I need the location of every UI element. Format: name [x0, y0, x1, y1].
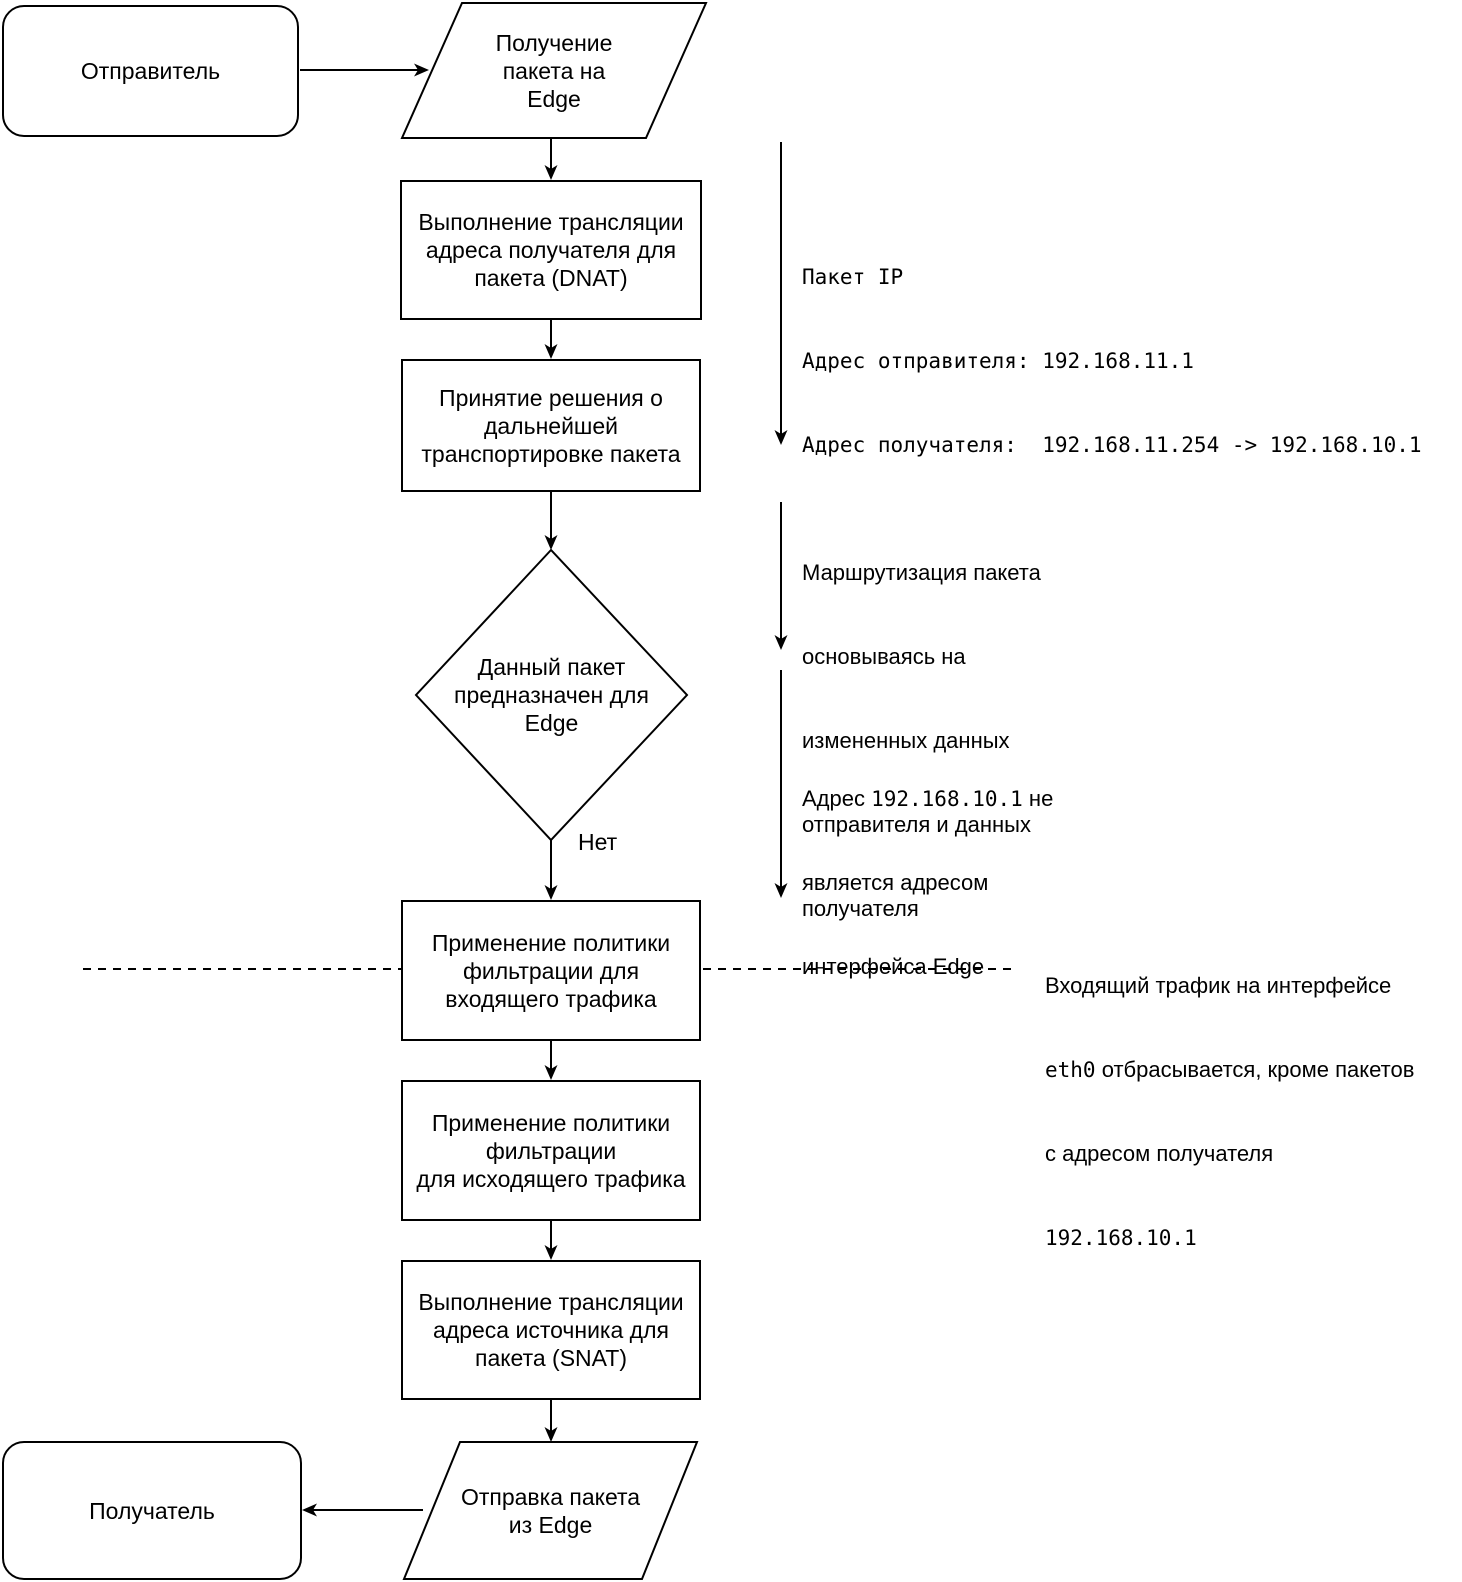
annotation-address-line: интерфейса Edge [802, 954, 985, 979]
arrow-diamond-to-filter-in [545, 840, 558, 900]
annotation-address [802, 729, 1053, 1037]
annotation-incoming-line: Входящий трафик на интерфейсе [1045, 973, 1392, 998]
sender-label: Отправитель [80, 58, 221, 84]
dnat-label-line: пакета (DNAT) [474, 265, 628, 291]
filter-outgoing-label-line: для исходящего трафика [416, 1165, 686, 1192]
annotation-arrow-routing [775, 502, 788, 650]
arrow-snat-to-send [545, 1400, 558, 1442]
terminator-receiver [2, 1441, 302, 1580]
snat-label-line: пакета (SNAT) [474, 1345, 627, 1371]
annotation-incoming-line [1045, 1056, 1414, 1084]
process-transport-decision [401, 359, 701, 492]
annotation-routing-line: измененных данных [802, 728, 1010, 753]
annotation-routing-line: получателя [802, 896, 919, 921]
send-label-line: Отправка пакета [460, 1483, 641, 1510]
receive-label-line: пакета на [502, 57, 606, 84]
dnat-label-line: адреса получателя для [425, 237, 677, 263]
annotation-arrow-packet [775, 142, 788, 445]
annotation-routing-line: отправителя и данных [802, 812, 1031, 837]
annotation-packet-line: Пакет IP [802, 265, 904, 289]
receive-parallelogram-shape [402, 3, 706, 138]
annotation-arrow-address [775, 670, 788, 898]
annotation-address-ip: 192.168.10.1 [871, 787, 1023, 811]
decision-label-line: Данный пакет [477, 654, 626, 680]
process-dnat [400, 180, 702, 320]
dnat-label-line: Выполнение трансляции [418, 209, 684, 235]
annotation-address-line: является адресом [802, 870, 989, 895]
annotation-incoming-rest: отбрасывается, кроме пакетов [1095, 1057, 1415, 1082]
annotation-incoming-eth0: eth0 [1045, 1058, 1096, 1082]
filter-incoming-label-line: входящего трафика [445, 985, 657, 1012]
annotation-incoming-traffic [1045, 916, 1414, 1308]
annotation-address-suffix: не [1022, 786, 1054, 811]
arrow-receive-to-dnat [545, 138, 558, 180]
filter-outgoing-label-line: Применение политики [431, 1109, 671, 1136]
decision-no-label: Нет [578, 829, 618, 855]
process-filter-incoming [401, 900, 701, 1041]
arrow-filter-in-to-filter-out [545, 1041, 558, 1080]
arrow-dnat-to-decision-box [545, 320, 558, 359]
annotation-packet-line: Адрес отправителя: 192.168.11.1 [802, 349, 1194, 373]
arrow-send-to-receiver [302, 1504, 423, 1517]
process-snat [401, 1260, 701, 1400]
filter-incoming-label-line: фильтрации для [462, 957, 640, 984]
annotation-packet-line: Адрес получателя: 192.168.11.254 -> 192.168.10.1 [802, 433, 1422, 457]
process-filter-outgoing [401, 1080, 701, 1221]
arrow-filter-out-to-snat [545, 1221, 558, 1260]
snat-label-line: адреса источника для [433, 1317, 669, 1343]
annotation-address-line [802, 785, 1053, 813]
send-parallelogram-shape [404, 1442, 697, 1579]
annotation-incoming-ip: 192.168.10.1 [1045, 1226, 1197, 1250]
receive-label-line: Edge [527, 85, 581, 112]
terminator-sender [2, 5, 299, 137]
decision-label-line: Edge [524, 710, 579, 736]
annotation-packet-info [802, 207, 1422, 515]
send-label-line: из Edge [508, 1511, 593, 1538]
snat-label-line: Выполнение трансляции [418, 1289, 684, 1315]
transport-decision-label-line: дальнейшей [483, 412, 619, 439]
transport-decision-label-line: транспортировке пакета [421, 440, 681, 467]
annotation-routing-line: Маршрутизация пакета [802, 560, 1041, 585]
decision-diamond-shape [416, 550, 687, 840]
filter-incoming-label-line: Применение политики [431, 929, 671, 956]
receiver-label: Получатель [89, 1497, 215, 1524]
annotation-incoming-line: с адресом получателя [1045, 1141, 1274, 1166]
arrow-sender-to-receive [300, 64, 429, 77]
decision-label-line: предназначен для [454, 682, 649, 708]
receive-label-line: Получение [495, 29, 613, 56]
transport-decision-label-line: Принятие решения о [439, 384, 663, 411]
arrow-decision-box-to-diamond [545, 492, 558, 550]
annotation-routing-line: основываясь на [802, 644, 966, 669]
annotation-address-prefix: Адрес [802, 786, 872, 811]
filter-outgoing-label-line: фильтрации [485, 1137, 617, 1164]
